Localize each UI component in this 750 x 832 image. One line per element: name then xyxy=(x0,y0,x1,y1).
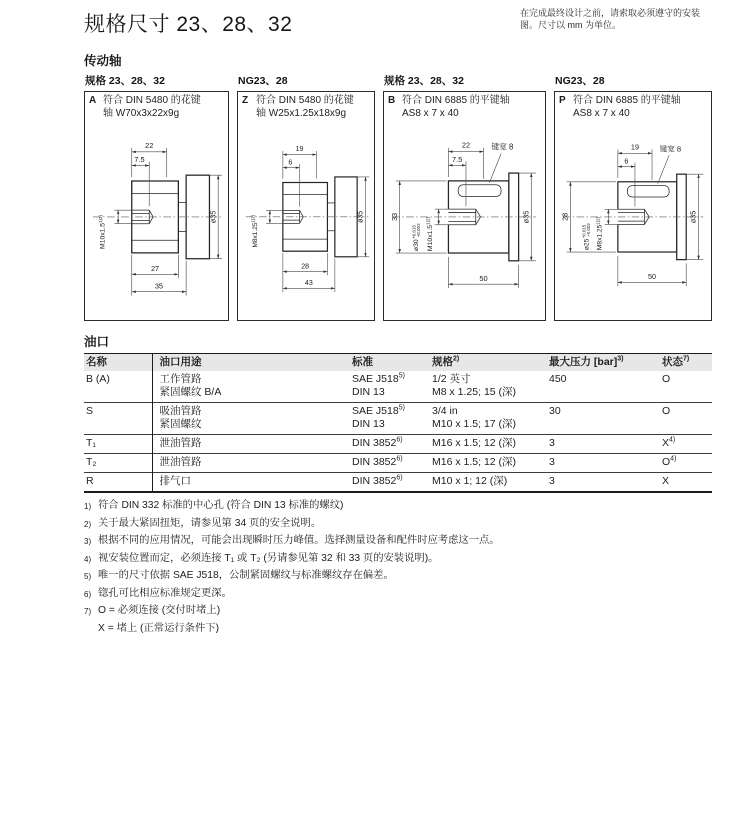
col-header-purpose: 油口用途 xyxy=(152,354,352,372)
port-row-r: R 排气口 DIN 3852$^{6)}$ M10 x 1; 12 (深) 3 X xyxy=(84,473,712,493)
dim-p-shaft-height: 28 xyxy=(560,212,570,221)
panel-p-description xyxy=(559,95,709,120)
dim-p-key-width-label: 键宽 8 xyxy=(659,144,682,154)
dim-b-thread-depth: 7.5 xyxy=(452,154,463,164)
panel-z-box xyxy=(237,91,375,321)
panel-z-description xyxy=(242,95,372,120)
dim-a-thread-label: M10x1.51)2) xyxy=(98,215,107,249)
dim-z-thread-label: M8x1.251)2) xyxy=(250,214,259,248)
footnote-7: 7) O = 必须连接 (交付时堵上) xyxy=(84,605,221,616)
dim-a-len1: 27 xyxy=(150,263,160,273)
footnote-7-line2: X = 堵上 (正常运行条件下) xyxy=(98,622,219,634)
panel-z-size-header: NG23、28 xyxy=(238,75,288,87)
dim-p-thread-depth: 6 xyxy=(624,156,629,166)
dim-a-thread-depth: 7.5 xyxy=(134,155,145,165)
footnote-4: 4) 视安装位置而定，必须连接 T₁ 或 T₂ (另请参见第 32 和 33 页的安装说明)。 xyxy=(84,552,439,564)
port-row-t2: T₂ 泄油管路 DIN 3852$^{6)}$ M16 x 1.5; 12 (深) 3 $O^{4)}$ xyxy=(84,454,712,473)
section-title-shafts: 传动轴 xyxy=(84,54,122,68)
dim-b-key-length: 22 xyxy=(461,140,471,150)
col-header-standard: 标准 xyxy=(352,354,432,372)
panel-a-size-header: 规格 23、28、32 xyxy=(85,75,165,87)
section-title-ports: 油口 xyxy=(84,335,110,349)
port-row-t1: T₁ 泄油管路 DIN 3852$^{6)}$ M16 x 1.5; 12 (深) 3 $X^{4)}$ xyxy=(84,435,712,454)
shaft-panel-p xyxy=(554,73,712,321)
footnote-2: 2) 关于最大紧固扭矩，请参见第 34 页的安全说明。 xyxy=(84,517,322,529)
dim-p-thread-label: M8x1.251)2) xyxy=(595,216,604,251)
dim-a-flange-dia: ø35 xyxy=(208,210,218,224)
panel-a-code: A xyxy=(89,95,97,106)
key-shaft-drawing-b xyxy=(388,122,542,308)
port-row-ba: B (A) 工作管路 紧固螺纹 B/A SAE J518$^{5)}$ DIN 13 1/2 英寸 M8 x 1.25; 15 (深) 450 O xyxy=(84,371,712,403)
port-row-s: S 吸油管路 紧固螺纹 SAE J518$^{5)}$ DIN 13 3/4 in M10 x 1.5; 17 (深) 30 O xyxy=(84,403,712,435)
dim-b-key-width-label: 键宽 8 xyxy=(491,142,514,152)
dim-b-total-length: 50 xyxy=(479,273,488,283)
shaft-panel-row xyxy=(84,73,712,321)
panel-a-desc-text: 符合 DIN 5480 的花键 轴 W70x3x22x9g xyxy=(103,95,201,119)
footnotes xyxy=(84,498,712,637)
dim-z-flange-dia: ø35 xyxy=(357,210,365,223)
dim-p-fit-dia: ø25+0.015+0.002 xyxy=(581,223,591,251)
panel-p-size-header: NG23、28 xyxy=(555,75,605,87)
ports-table-header-row xyxy=(84,354,712,372)
footnote-6: 6) 锪孔可比相应标准规定更深。 xyxy=(84,587,232,599)
footnote-1: 1) 符合 DIN 332 标准的中心孔 (符合 DIN 13 标准的螺纹) xyxy=(84,500,344,511)
panel-z-desc-text: 符合 DIN 5480 的花键 轴 W25x1.25x18x9g xyxy=(256,95,354,119)
shaft-panel-b xyxy=(383,73,546,321)
panel-b-size-header: 规格 23、28、32 xyxy=(384,75,464,87)
panel-a-box xyxy=(84,91,229,321)
dim-z-len1: 28 xyxy=(301,263,310,271)
dim-z-len2: 43 xyxy=(304,280,313,288)
dim-p-flange-dia: ø35 xyxy=(688,210,698,224)
col-header-spec: 规格$^{2)}$ xyxy=(432,354,549,372)
footnote-3: 3) 根据不同的应用情况，可能会出现瞬时压力峰值。选择测量设备和配件时应考虑这一点。 xyxy=(84,535,500,546)
page-title: 规格尺寸 23、28、32 xyxy=(84,13,293,36)
panel-p-box xyxy=(554,91,712,321)
shaft-panel-z xyxy=(237,73,375,321)
shaft-panel-a xyxy=(84,73,229,321)
panel-p-desc-text: 符合 DIN 6885 的平键轴 AS8 x 7 x 40 xyxy=(573,95,681,119)
panel-b-box xyxy=(383,91,546,321)
col-header-name: 名称 xyxy=(84,354,152,372)
dim-b-flange-dia: ø35 xyxy=(521,210,531,224)
key-shaft-drawing-p xyxy=(559,122,709,308)
dim-b-shaft-height: 33 xyxy=(389,212,399,222)
col-header-state: 状态$^{7)}$ xyxy=(662,354,712,372)
panel-b-desc-text: 符合 DIN 6885 的平键轴 AS8 x 7 x 40 xyxy=(402,95,510,119)
dim-b-thread-label: M10x1.51)2) xyxy=(425,216,434,252)
spline-shaft-drawing-z xyxy=(242,122,372,308)
ports-table xyxy=(84,353,712,493)
panel-b-code: B xyxy=(388,95,396,106)
dim-a-spline-length: 22 xyxy=(145,140,154,150)
dim-z-thread-depth: 6 xyxy=(288,159,293,167)
dim-p-total-length: 50 xyxy=(648,272,657,282)
col-header-pressure: 最大压力 [bar]$^{3)}$ xyxy=(549,354,662,372)
spline-shaft-drawing-a xyxy=(89,122,225,308)
footnote-5: 5) 唯一的尺寸依据 SAE J518，公制紧固螺纹与标准螺纹存在偏差。 xyxy=(84,570,394,581)
header-note: 在完成最终设计之前，请索取必须遵守的安装图。尺寸以 mm 为单位。 xyxy=(520,8,701,30)
panel-p-code: P xyxy=(559,95,566,106)
panel-z-code: Z xyxy=(242,95,249,106)
dim-b-fit-dia: ø30+0.015+0.002 xyxy=(411,223,421,252)
dim-a-len2: 35 xyxy=(154,281,164,291)
panel-a-description xyxy=(89,95,226,120)
page-header xyxy=(84,8,712,38)
dim-z-spline-length: 19 xyxy=(295,145,304,153)
dim-p-key-length: 19 xyxy=(630,142,639,152)
panel-b-description xyxy=(388,95,543,120)
